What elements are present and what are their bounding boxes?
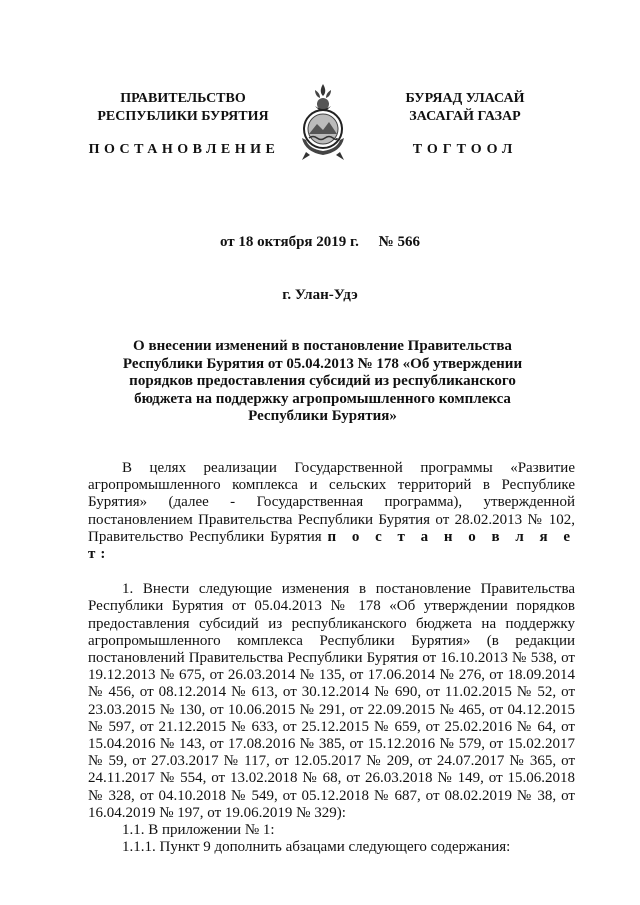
government-name-ru-line2: РЕСПУБЛИКИ БУРЯТИЯ xyxy=(97,109,269,124)
item-1-1: 1.1. В приложении № 1: xyxy=(122,822,275,839)
government-name-bua-line1: БУРЯАД УЛАСАЙ xyxy=(405,91,525,106)
document-title: О внесении изменений в постановление Правительства Республики Бурятия от 05.04.2013 № 178 «Об утверждении порядков предоставления субсидий из республиканского бюджета на поддержку агропромышленного комплекса Республики Бурятия» xyxy=(122,338,523,424)
date-number-line xyxy=(0,234,640,251)
government-name-bua-line2: ЗАСАГАЙ ГАЗАР xyxy=(409,109,521,124)
document-number: № 566 xyxy=(378,234,420,250)
document-city: г. Улан-Удэ xyxy=(282,287,358,303)
intro-paragraph xyxy=(88,460,575,563)
document-date: от 18 октября 2019 г. xyxy=(219,234,359,250)
government-name-ru-line1: ПРАВИТЕЛЬСТВО xyxy=(120,91,246,106)
doc-type-ru: ПОСТАНОВЛЕНИЕ xyxy=(88,142,280,157)
doc-type-bua: ТОГТООЛ xyxy=(412,142,518,157)
header-right xyxy=(380,90,550,126)
intro-text: В целях реализации Государственной программы «Развитие агропромышленного комплекса и сельских территорий в Республике Бурятия» (далее - Государственная программа), утвержденной постановлением Правительства Республики Бурятия от 28.02.2013 № 102, Правительство Республики Бурятия xyxy=(88,460,575,545)
buryatia-coat-of-arms-icon xyxy=(293,82,353,162)
document-body xyxy=(88,460,575,856)
intro-verb: п о с т а н о в л я е т: xyxy=(88,528,576,563)
item-1-1-1: 1.1.1. Пункт 9 дополнить абзацами следующего содержания: xyxy=(122,839,511,856)
item-1: 1. Внести следующие изменения в постановление Правительства Республики Бурятия от 05.04.2013 № 178 «Об утверждении порядков предоставления субсидий из республиканского бюджета на поддержку агропромышленного комплекса Республики Бурятия» (в редакции постановлений Правительства Республики Бурятия от 16.10.2013 № 538, от 19.12.2013 № 675, от 26.03.2014 № 135, от 17.06.2014 № 276, от 18.09.2014 № 456, от 08.12.2014 № 613, от 30.12.2014 № 690, от 11.02.2015 № 52, от 23.03.2015 № 130, от 10.06.2015 № 291, от 22.09.2015 № 465, от 04.12.2015 № 597, от 21.12.2015 № 633, от 25.12.2015 № 659, от 25.02.2016 № 64, от 15.04.2016 № 143, от 17.08.2016 № 385, от 15.12.2016 № 579, от 15.02.2017 № 59, от 27.03.2017 № 117, от 12.05.2017 № 209, от 24.07.2017 № 365, от 24.11.2017 № 554, от 13.02.2018 № 68, от 26.03.2018 № 149, от 15.06.2018 № 328, от 04.10.2018 № 549, от 05.12.2018 № 687, от 08.02.2019 № 38, от 16.04.2019 № 197, от 19.06.2019 № 329): xyxy=(88,581,575,821)
header-left xyxy=(88,90,278,126)
